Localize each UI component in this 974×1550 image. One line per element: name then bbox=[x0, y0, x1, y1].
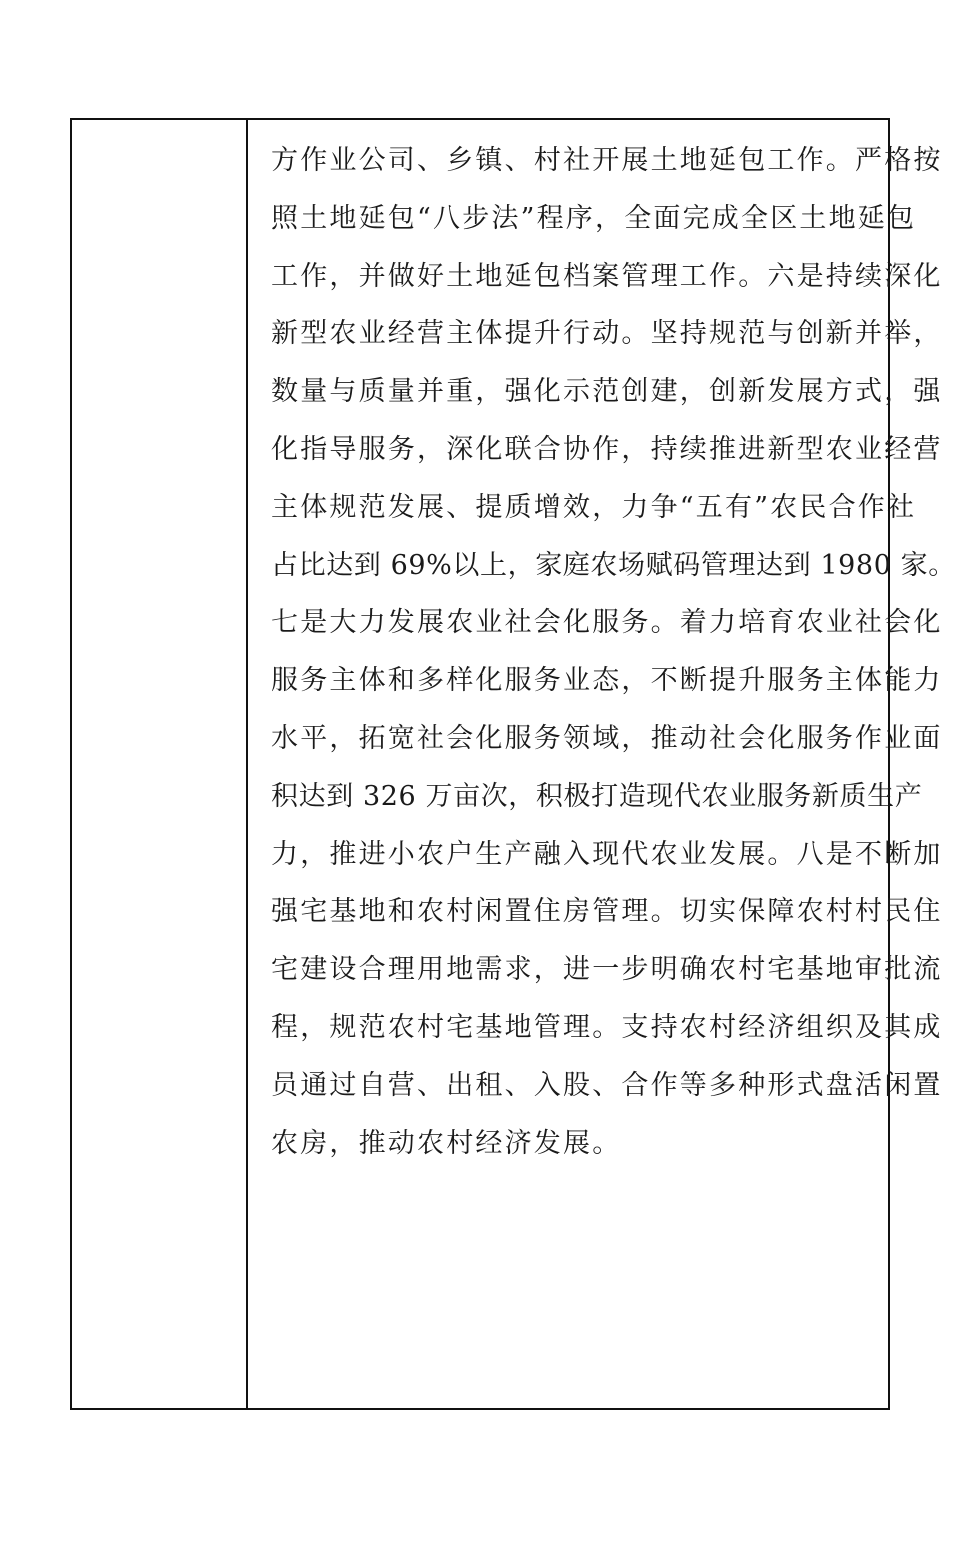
text-line: 方作业公司、乡镇、村社开展土地延包工作。严格按 bbox=[271, 145, 943, 176]
text-line: 工作，并做好土地延包档案管理工作。六是持续深化 bbox=[271, 260, 943, 292]
text-line: 水平，拓宽社会化服务领域，推动社会化服务作业面 bbox=[271, 722, 943, 754]
text-line: 主体规范发展、提质增效，力争“五有”农民合作社 bbox=[271, 491, 917, 523]
text-line: 化指导服务，深化联合协作，持续推进新型农业经营 bbox=[271, 433, 943, 465]
text-line: 新型农业经营主体提升行动。坚持规范与创新并举， bbox=[271, 318, 943, 350]
text-line: 照土地延包“八步法”程序，全面完成全区土地延包 bbox=[271, 202, 917, 234]
text-line: 程，规范农村宅基地管理。支持农村经济组织及其成 bbox=[271, 1011, 943, 1043]
text-line: 宅建设合理用地需求，进一步明确农村宅基地审批流 bbox=[271, 954, 943, 986]
text-line: 力，推进小农户生产融入现代农业发展。八是不断加 bbox=[271, 838, 943, 870]
text-line: 员通过自营、出租、入股、合作等多种形式盘活闲置 bbox=[271, 1069, 943, 1101]
text-line: 服务主体和多样化服务业态，不断提升服务主体能力 bbox=[271, 665, 943, 697]
text-line: 强宅基地和农村闲置住房管理。切实保障农村村民住 bbox=[271, 896, 943, 928]
text-line: 占比达到 69%以上，家庭农场赋码管理达到 1980 家。 bbox=[271, 549, 956, 581]
text-line: 农房，推动农村经济发展。 bbox=[271, 1127, 622, 1159]
text-line: 数量与质量并重，强化示范创建，创新发展方式，强 bbox=[271, 376, 943, 408]
text-line: 七是大力发展农业社会化服务。着力培育农业社会化 bbox=[271, 607, 943, 639]
table-right-cell bbox=[248, 120, 956, 1408]
text-line: 积达到 326 万亩次，积极打造现代农业服务新质生产 bbox=[271, 780, 923, 812]
content-table bbox=[70, 118, 956, 1410]
table-left-cell bbox=[72, 120, 248, 1408]
